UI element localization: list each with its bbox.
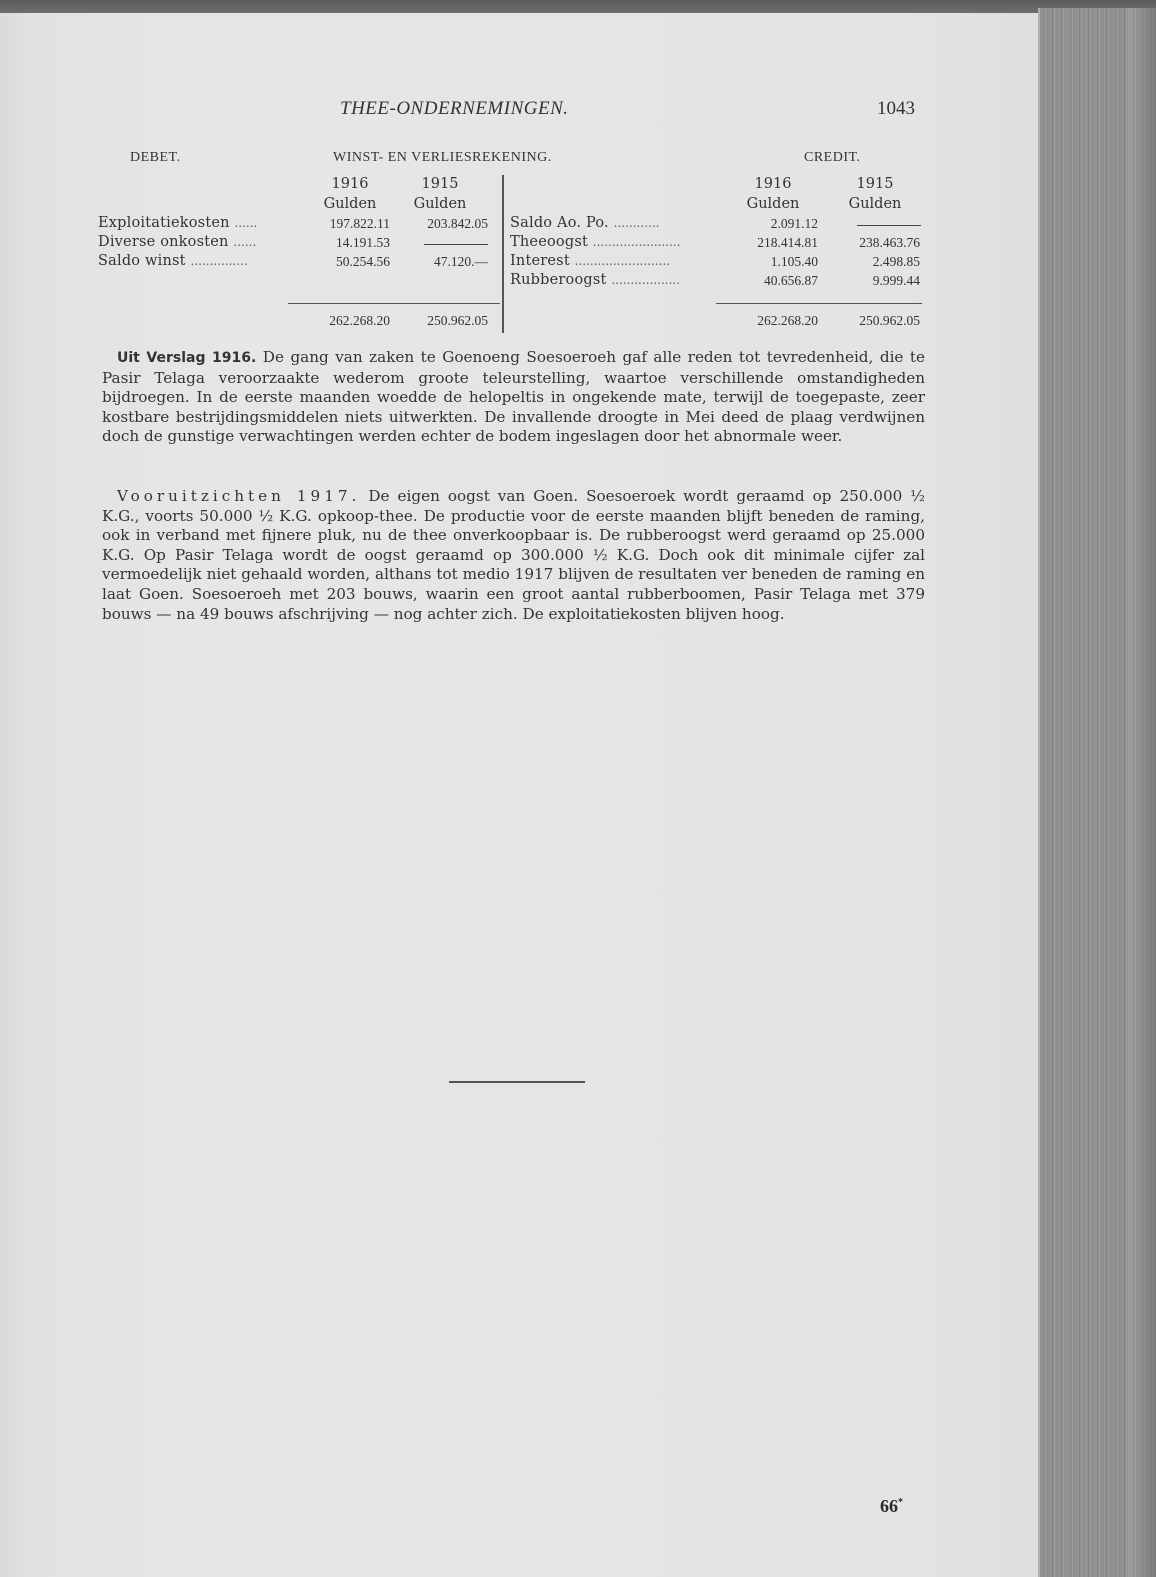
debet-total-1915: 250.962.05: [427, 313, 488, 328]
running-head: THEE-ONDERNEMINGEN.: [340, 98, 569, 119]
credit-col-year-1916: 1916: [754, 176, 792, 192]
credit-col-year-1915: 1915: [856, 176, 894, 192]
debet-row-value-1916: 14.191.53: [336, 235, 390, 250]
credit-col-unit-1916: Gulden: [746, 196, 800, 212]
credit-total-1915: 250.962.05: [859, 313, 920, 328]
debet-col-unit-1915: Gulden: [413, 196, 467, 212]
credit-row-value-1916: 40.656.87: [764, 273, 818, 288]
debet-total-1916: 262.268.20: [329, 313, 390, 328]
outlook-1917-text: De eigen oogst van Goen. Soesoeroek wordt geraamd op 250.000 ½ K.G., voorts 50.000 ½ K.G. opkoop-thee. De productie voor de eerste maanden blijft beneden de raming, ook in verband met fijnere pluk, nu de thee onverkoopbaar is. De rubberoogst werd geraamd op 25.000 K.G. Op Pasir Telaga wordt de oogst geraamd op 300.000 ½ K.G. Doch ook dit minimale cijfer zal vermoedelijk niet gehaald worden, althans tot medio 1917 blijven de resultaten ver beneden de raming en laat Goen. Soesoeroeh met 203 bouws, waarin een groot aantal rubberboomen, Pasir Telaga met 379 bouws — na 49 bouws afschrijving — nog achter zich. De exploitatiekosten blijven hoog.: [102, 487, 926, 623]
credit-row-label: Theeoogst .......................: [510, 234, 681, 250]
section-separator-rule: [449, 1081, 585, 1083]
debet-row-label: Exploitatiekosten ......: [98, 215, 258, 231]
debet-row-label: Diverse onkosten ......: [98, 234, 257, 250]
debet-col-year-1915: 1915: [421, 176, 459, 192]
credit-row-label: Saldo Ao. Po. ............: [510, 215, 660, 231]
table-debet-title: DEBET.: [130, 150, 181, 165]
debet-row-value-1915: 47.120.—: [434, 254, 488, 269]
debet-row-value-1916: 197.822.11: [329, 216, 390, 231]
credit-col-unit-1915: Gulden: [848, 196, 902, 212]
debet-row-value-1915: 203.842.05: [427, 216, 488, 231]
outlook-1917-heading: Vooruitzichten 1917.: [117, 487, 361, 505]
outlook-1917-paragraph: [102, 487, 925, 624]
table-title: WINST- EN VERLIESREKENING.: [333, 150, 552, 165]
signature-mark: 66*: [880, 1496, 903, 1516]
report-1916-heading: Uit Verslag 1916.: [117, 350, 257, 366]
credit-row-value-1915: 2.498.85: [872, 254, 920, 269]
empty-value-dash: [857, 225, 921, 226]
debet-col-year-1916: 1916: [331, 176, 369, 192]
credit-row-label: Rubberoogst ..................: [510, 272, 681, 288]
table-credit-title: CREDIT.: [804, 150, 861, 165]
report-1916-paragraph: [102, 348, 925, 447]
debet-col-unit-1916: Gulden: [323, 196, 377, 212]
credit-row-value-1915: 9.999.44: [872, 273, 920, 288]
scan-top-edge: [0, 0, 1156, 13]
report-1916-text: De gang van zaken te Goenoeng Soesoeroeh gaf alle reden tot tevredenheid, die te Pasir Telaga veroorzaakte wederom groote teleurstelling, waartoe verschillende omstandigheden bijdroegen. In de eerste maanden woedde de helopeltis in ongekende mate, terwijl de toegepaste, zeer kostbare bestrijdingsmiddelen niets uitwerkten. De invallende droogte in Mei deed de plaag verdwijnen doch de gunstige verwachtingen werden echter de bodem ingeslagen door het abnormale weer.: [102, 348, 925, 446]
credit-total-1916: 262.268.20: [757, 313, 818, 328]
book-edge-shadow: [1128, 8, 1156, 1577]
credit-row-value-1916: 218.414.81: [757, 235, 818, 250]
empty-value-dash: [424, 244, 488, 245]
credit-row-value-1916: 2.091.12: [770, 216, 818, 231]
debet-row-value-1916: 50.254.56: [336, 254, 390, 269]
credit-row-label: Interest .........................: [510, 253, 671, 269]
credit-row-value-1915: 238.463.76: [859, 235, 920, 250]
debet-row-label: Saldo winst ...............: [98, 253, 248, 269]
credit-row-value-1916: 1.105.40: [770, 254, 818, 269]
page-number: 1043: [877, 98, 915, 119]
credit-total-rule: [716, 303, 922, 304]
table-divider: [502, 175, 504, 333]
debet-total-rule: [288, 303, 500, 304]
